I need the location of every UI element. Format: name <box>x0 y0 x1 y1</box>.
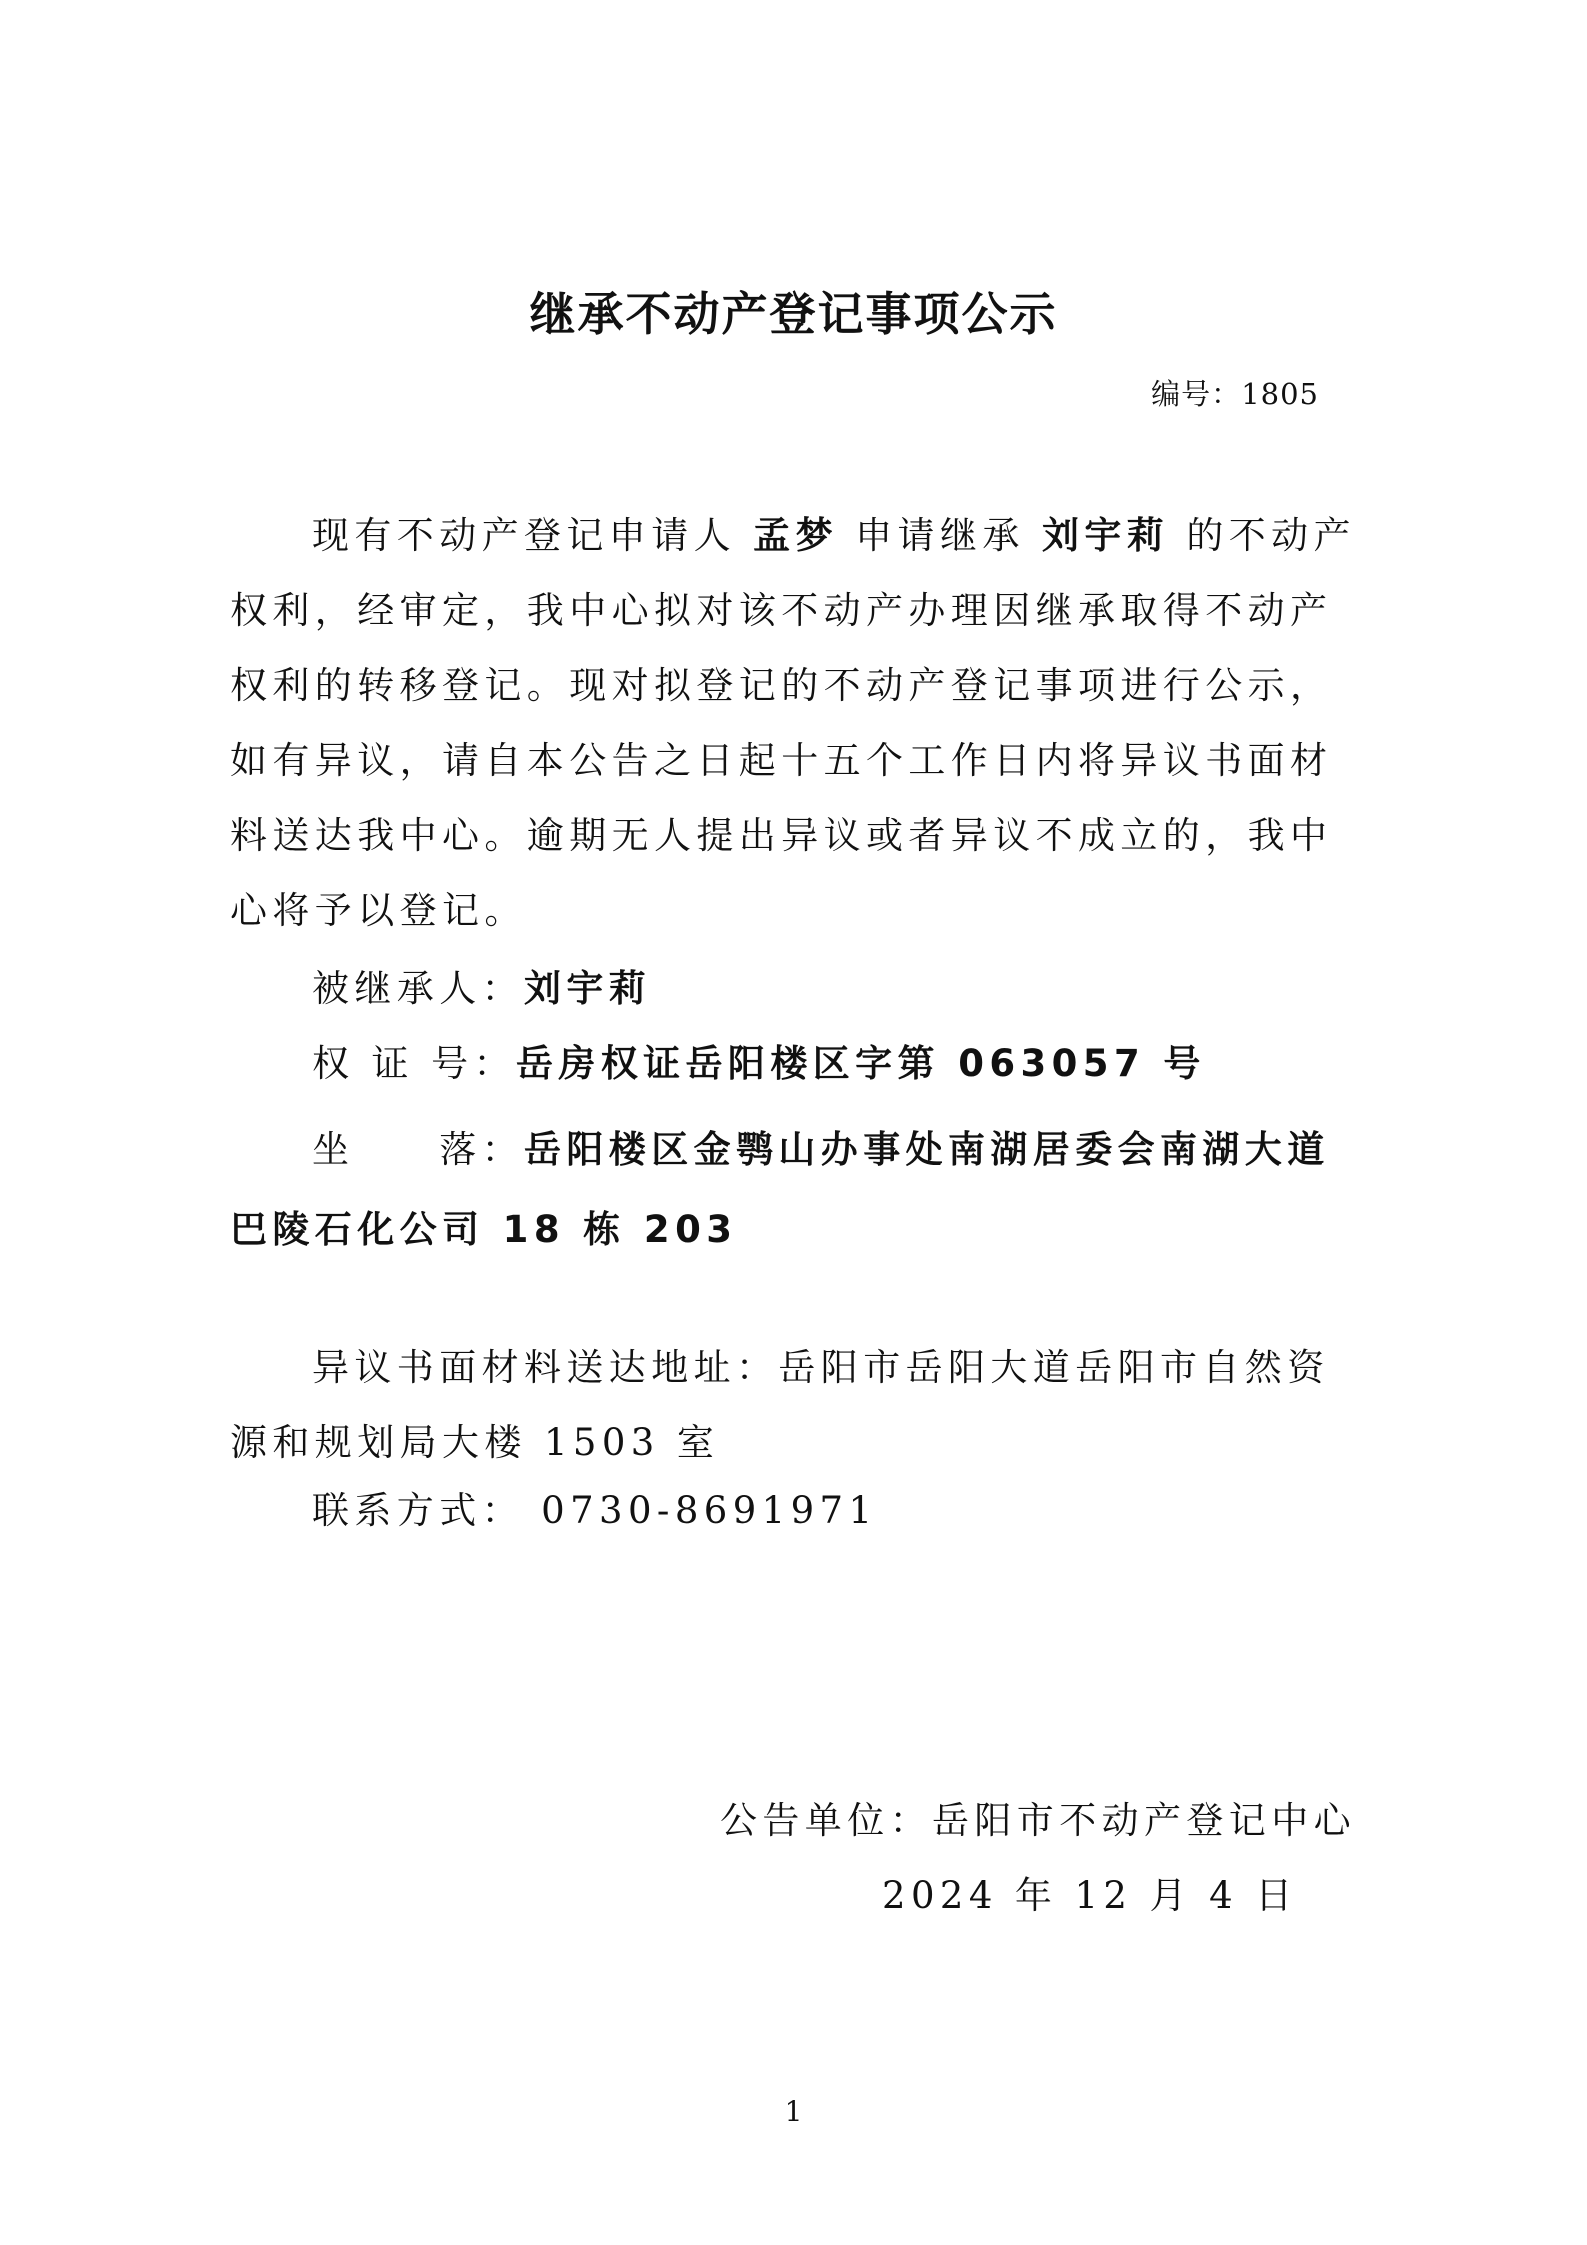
contact-value: 0730-8691971 <box>541 1489 878 1532</box>
certificate-label: 权 证 号： <box>312 1042 516 1085</box>
document-number-value: 1805 <box>1241 377 1319 411</box>
heir-value: 刘宇莉 <box>524 967 652 1010</box>
heir-label: 被继承人： <box>312 967 524 1010</box>
document-number-label: 编号： <box>1151 377 1242 411</box>
issuer-label: 公告单位： <box>720 1799 932 1842</box>
location-label: 坐 落： <box>312 1128 524 1171</box>
contact-label: 联系方式： <box>312 1489 524 1532</box>
objection-address-value: 岳阳市岳阳大道岳阳市自然资源和规划局大楼 1503 室 <box>230 1346 1330 1464</box>
notice-date: 2024 年 12 月 4 日 <box>882 1874 1298 1917</box>
document-number <box>1151 372 1319 413</box>
decedent-name: 刘宇莉 <box>1041 514 1170 557</box>
intro-text-part2: 申请继承 <box>855 514 1025 557</box>
objection-address-paragraph <box>230 1330 1360 1480</box>
intro-text-part3: 的不动产权利，经审定，我中心拟对该不动产办理因继承取得不动产权利的转移登记。现对拟登记的不动产登记事项进行公示，如有异议，请自本公告之日起十五个工作日内将异议书面材料送达我中心。逾期无人提出异议或者异议不成立的，我中心将予以登记。 <box>230 514 1356 932</box>
document-title: 继承不动产登记事项公示 <box>529 287 1058 341</box>
page-number: 1 <box>784 2095 803 2128</box>
issuer <box>720 1790 1356 1844</box>
intro-text-part1: 现有不动产登记申请人 <box>312 514 736 557</box>
issuer-value: 岳阳市不动产登记中心 <box>932 1799 1356 1842</box>
location-value: 岳阳楼区金鹗山办事处南湖居委会南湖大道巴陵石化公司 18 栋 203 <box>230 1128 1330 1251</box>
applicant-name: 孟梦 <box>753 514 838 557</box>
objection-address-label: 异议书面材料送达地址： <box>312 1346 779 1389</box>
certificate-value: 岳房权证岳阳楼区字第 063057 号 <box>515 1042 1206 1085</box>
intro-paragraph <box>230 498 1360 948</box>
heir-row <box>312 958 651 1012</box>
contact-row <box>312 1480 877 1534</box>
location-paragraph <box>230 1110 1360 1270</box>
certificate-row <box>312 1033 1206 1087</box>
